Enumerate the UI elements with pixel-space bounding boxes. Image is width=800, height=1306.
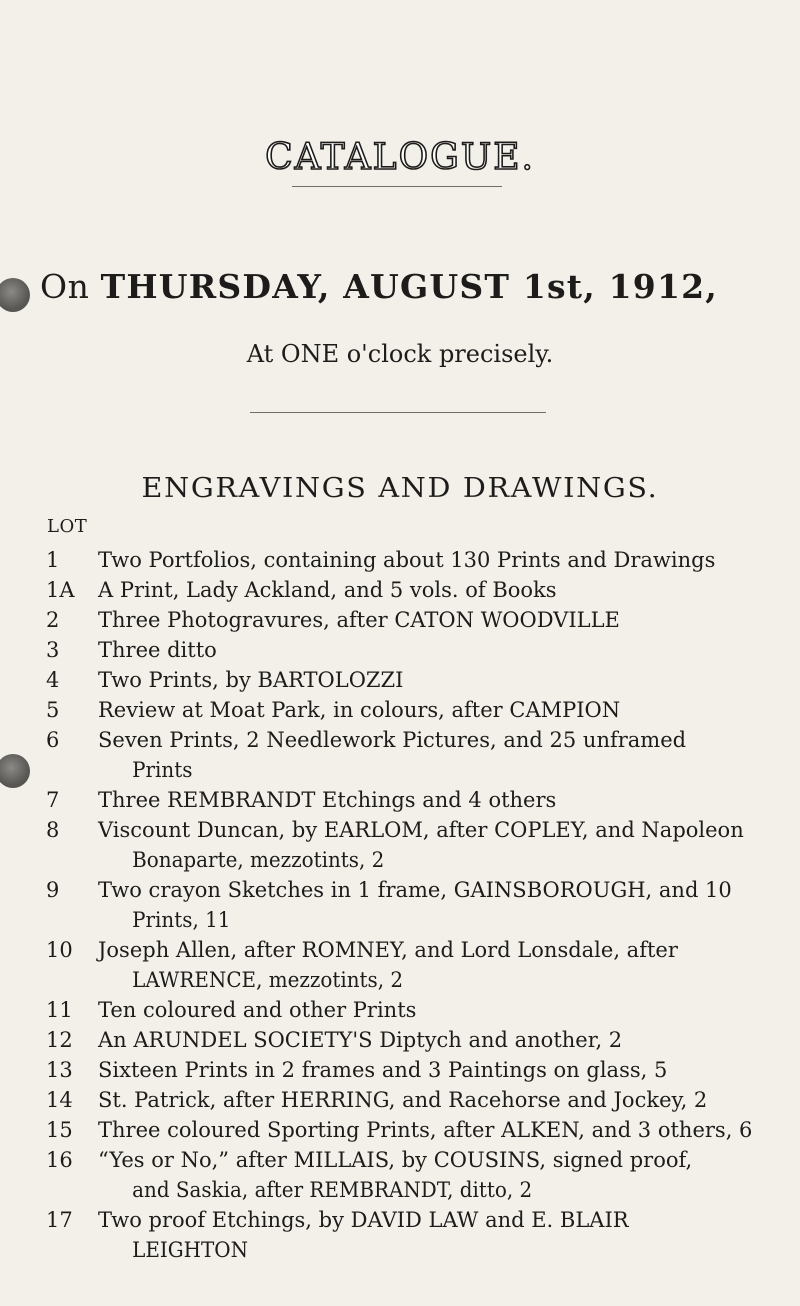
lot-description-continuation: Prints, 11 bbox=[132, 908, 231, 932]
lot-description-line: St. Patrick, after HERRING, and Racehorse and Jockey, 2 bbox=[98, 1088, 708, 1112]
lot-number: 12 bbox=[46, 1028, 73, 1052]
lot-description-line: Two Portfolios, containing about 130 Prints and Drawings bbox=[98, 548, 716, 572]
lot-description-line: Viscount Duncan, by EARLOM, after COPLEY, and Napoleon bbox=[98, 818, 744, 842]
lot-item bbox=[0, 635, 800, 665]
lot-number: 4 bbox=[46, 668, 60, 692]
lot-description bbox=[98, 605, 788, 635]
lot-item bbox=[0, 605, 800, 635]
lot-item bbox=[0, 575, 800, 605]
sale-time: At ONE o'clock precisely. bbox=[246, 340, 554, 368]
lot-description-line: Review at Moat Park, in colours, after CAMPION bbox=[98, 698, 621, 722]
catalogue-title: CATALOGUE. bbox=[265, 137, 535, 178]
lot-item bbox=[0, 875, 800, 935]
lot-description-continuation: Bonaparte, mezzotints, 2 bbox=[132, 848, 385, 872]
lot-item bbox=[0, 785, 800, 815]
lot-description bbox=[98, 1085, 788, 1115]
sale-date-main: THURSDAY, AUGUST 1st, 1912, bbox=[100, 267, 718, 306]
lot-item bbox=[0, 545, 800, 575]
lot-number: 5 bbox=[46, 698, 60, 722]
lot-number: 11 bbox=[46, 998, 73, 1022]
lot-description-line: A Print, Lady Ackland, and 5 vols. of Books bbox=[98, 578, 557, 602]
lot-description bbox=[98, 1115, 788, 1145]
lot-description-line: Two crayon Sketches in 1 frame, GAINSBOROUGH, and 10 bbox=[98, 878, 732, 902]
lot-description bbox=[98, 575, 788, 605]
lot-description bbox=[98, 545, 788, 575]
lot-number: 7 bbox=[46, 788, 60, 812]
lot-item bbox=[0, 1145, 800, 1205]
lot-item bbox=[0, 935, 800, 995]
lot-number: 10 bbox=[46, 938, 73, 962]
lot-column-header: LOT bbox=[47, 516, 88, 537]
lot-description-line: Sixteen Prints in 2 frames and 3 Paintings on glass, 5 bbox=[98, 1058, 668, 1082]
lot-description-continuation: LAWRENCE, mezzotints, 2 bbox=[132, 968, 404, 992]
lot-number: 8 bbox=[46, 818, 60, 842]
time-rule bbox=[250, 412, 546, 413]
lot-description bbox=[98, 1205, 788, 1265]
lot-item bbox=[0, 1055, 800, 1085]
lot-description-continuation: and Saskia, after REMBRANDT, ditto, 2 bbox=[132, 1178, 533, 1202]
lot-item bbox=[0, 1025, 800, 1055]
lot-description bbox=[98, 935, 788, 995]
lot-description bbox=[98, 1145, 788, 1205]
lot-description-line: An ARUNDEL SOCIETY'S Diptych and another, 2 bbox=[98, 1028, 623, 1052]
lot-description bbox=[98, 815, 788, 875]
section-title: ENGRAVINGS AND DRAWINGS. bbox=[141, 473, 659, 504]
lot-description bbox=[98, 725, 788, 785]
lot-number: 15 bbox=[46, 1118, 73, 1142]
lot-number: 1A bbox=[46, 578, 75, 602]
lot-number: 13 bbox=[46, 1058, 73, 1082]
title-rule bbox=[292, 186, 502, 187]
lot-description bbox=[98, 1025, 788, 1055]
lot-description-line: Joseph Allen, after ROMNEY, and Lord Lonsdale, after bbox=[98, 938, 678, 962]
lot-number: 3 bbox=[46, 638, 60, 662]
lot-number: 14 bbox=[46, 1088, 73, 1112]
lot-number: 1 bbox=[46, 548, 60, 572]
lot-description-line: Seven Prints, 2 Needlework Pictures, and 25 unframed bbox=[98, 728, 687, 752]
lot-description bbox=[98, 875, 788, 935]
lot-description-line: Two proof Etchings, by DAVID LAW and E. BLAIR bbox=[98, 1208, 629, 1232]
lot-description bbox=[98, 995, 788, 1025]
lot-list bbox=[0, 545, 800, 1265]
lot-description-line: Three Photogravures, after CATON WOODVILLE bbox=[98, 608, 620, 632]
lot-item bbox=[0, 1115, 800, 1145]
lot-number: 6 bbox=[46, 728, 60, 752]
lot-description bbox=[98, 665, 788, 695]
lot-description bbox=[98, 785, 788, 815]
lot-description-continuation: Prints bbox=[132, 758, 193, 782]
lot-number: 2 bbox=[46, 608, 60, 632]
lot-description bbox=[98, 695, 788, 725]
lot-number: 16 bbox=[46, 1148, 73, 1172]
lot-item bbox=[0, 1205, 800, 1265]
lot-description-line: Two Prints, by BARTOLOZZI bbox=[98, 668, 404, 692]
lot-item bbox=[0, 695, 800, 725]
lot-description-line: “Yes or No,” after MILLAIS, by COUSINS, signed proof, bbox=[98, 1148, 693, 1172]
sale-date bbox=[40, 267, 790, 306]
lot-description bbox=[98, 635, 788, 665]
lot-number: 17 bbox=[46, 1208, 73, 1232]
lot-item bbox=[0, 995, 800, 1025]
sale-date-prefix: On bbox=[40, 267, 90, 306]
lot-description-line: Three ditto bbox=[98, 638, 217, 662]
binder-hole-top bbox=[0, 278, 30, 312]
lot-description-line: Three coloured Sporting Prints, after ALKEN, and 3 others, 6 bbox=[98, 1118, 753, 1142]
lot-description bbox=[98, 1055, 788, 1085]
lot-item bbox=[0, 815, 800, 875]
lot-number: 9 bbox=[46, 878, 60, 902]
lot-description-continuation: LEIGHTON bbox=[132, 1238, 249, 1262]
lot-item bbox=[0, 665, 800, 695]
lot-description-line: Ten coloured and other Prints bbox=[98, 998, 417, 1022]
lot-description-line: Three REMBRANDT Etchings and 4 others bbox=[98, 788, 557, 812]
lot-item bbox=[0, 1085, 800, 1115]
lot-item bbox=[0, 725, 800, 785]
